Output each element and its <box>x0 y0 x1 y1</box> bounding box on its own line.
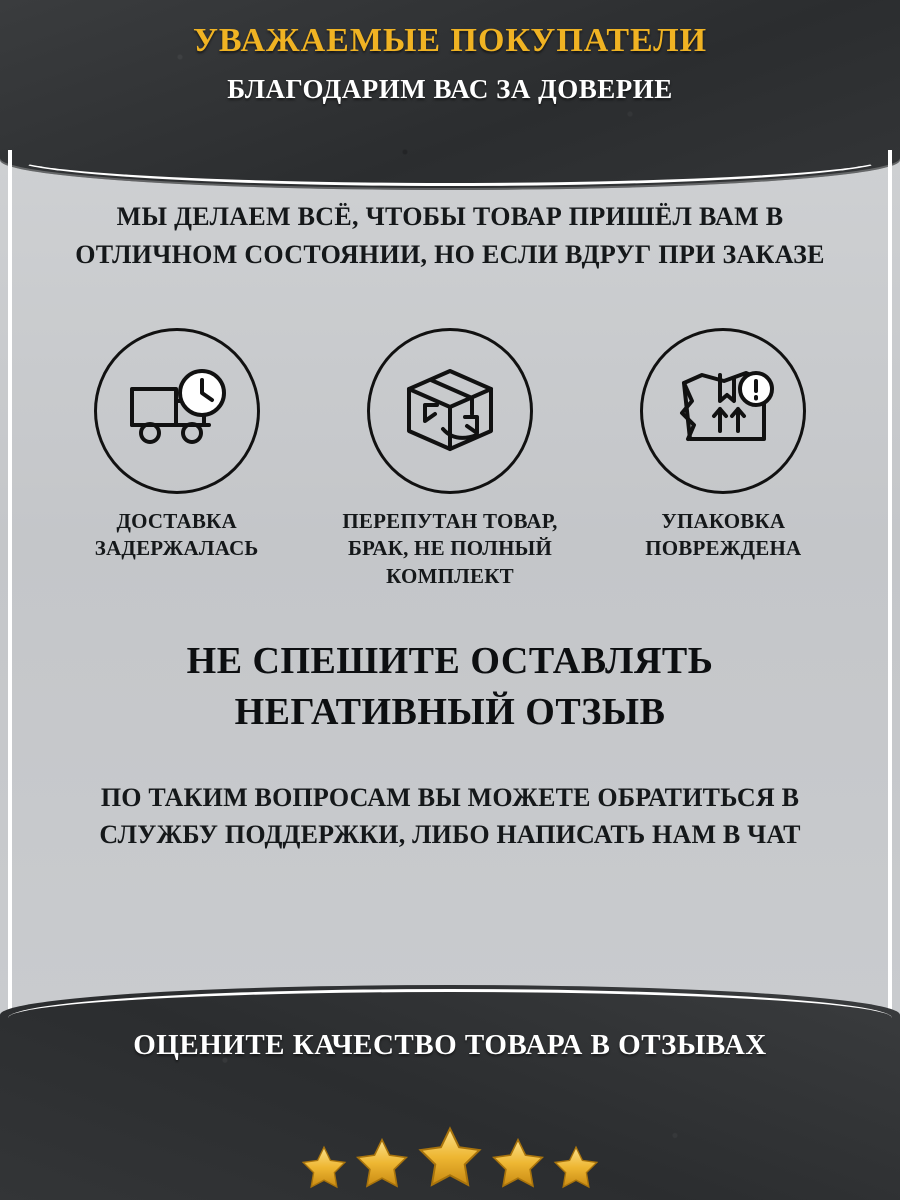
footer-panel <box>0 985 900 1200</box>
page-title: УВАЖАЕМЫЕ ПОКУПАТЕЛИ <box>192 22 708 59</box>
star-icon[interactable] <box>552 1144 600 1192</box>
star-icon[interactable] <box>354 1136 410 1192</box>
issue-caption: ДОСТАВКА ЗАДЕРЖАЛАСЬ <box>94 509 259 561</box>
headline-text: НЕ СПЕШИТЕ ОСТАВЛЯТЬ НЕГАТИВНЫЙ ОТЗЫВ <box>186 640 714 734</box>
left-rail-divider <box>8 150 12 1060</box>
issue-item-delivery-delayed <box>52 328 302 563</box>
issue-item-wrong-item <box>325 328 575 590</box>
star-icon[interactable] <box>300 1144 348 1192</box>
issue-item-damaged-package <box>598 328 848 563</box>
header-subtitle: БЛАГОДАРИМ ВАС ЗА ДОВЕРИЕ <box>227 74 673 104</box>
right-rail-divider <box>888 150 892 1060</box>
star-icon[interactable] <box>416 1124 484 1192</box>
issues-row <box>40 328 860 590</box>
issue-caption: ПЕРЕПУТАН ТОВАР, БРАК, НЕ ПОЛНЫЙ КОМПЛЕКТ <box>342 509 558 588</box>
issue-caption: УПАКОВКА ПОВРЕЖДЕНА <box>645 509 802 561</box>
damaged-package-icon <box>640 328 806 494</box>
box-return-arrow-icon <box>367 328 533 494</box>
header-panel <box>0 0 900 190</box>
footer-title: ОЦЕНИТЕ КАЧЕСТВО ТОВАРА В ОТЗЫВАХ <box>133 1029 767 1061</box>
star-icon[interactable] <box>490 1136 546 1192</box>
intro-text: МЫ ДЕЛАЕМ ВСЁ, ЧТОБЫ ТОВАР ПРИШЁЛ ВАМ В ОТЛИЧНОМ СОСТОЯНИИ, НО ЕСЛИ ВДРУГ ПРИ ЗАКАЗЕ <box>75 202 825 269</box>
rating-stars[interactable] <box>0 1124 900 1192</box>
support-text: ПО ТАКИМ ВОПРОСАМ ВЫ МОЖЕТЕ ОБРАТИТЬСЯ В СЛУЖБУ ПОДДЕРЖКИ, ЛИБО НАПИСАТЬ НАМ В ЧАТ <box>99 783 801 849</box>
delivery-truck-clock-icon <box>94 328 260 494</box>
